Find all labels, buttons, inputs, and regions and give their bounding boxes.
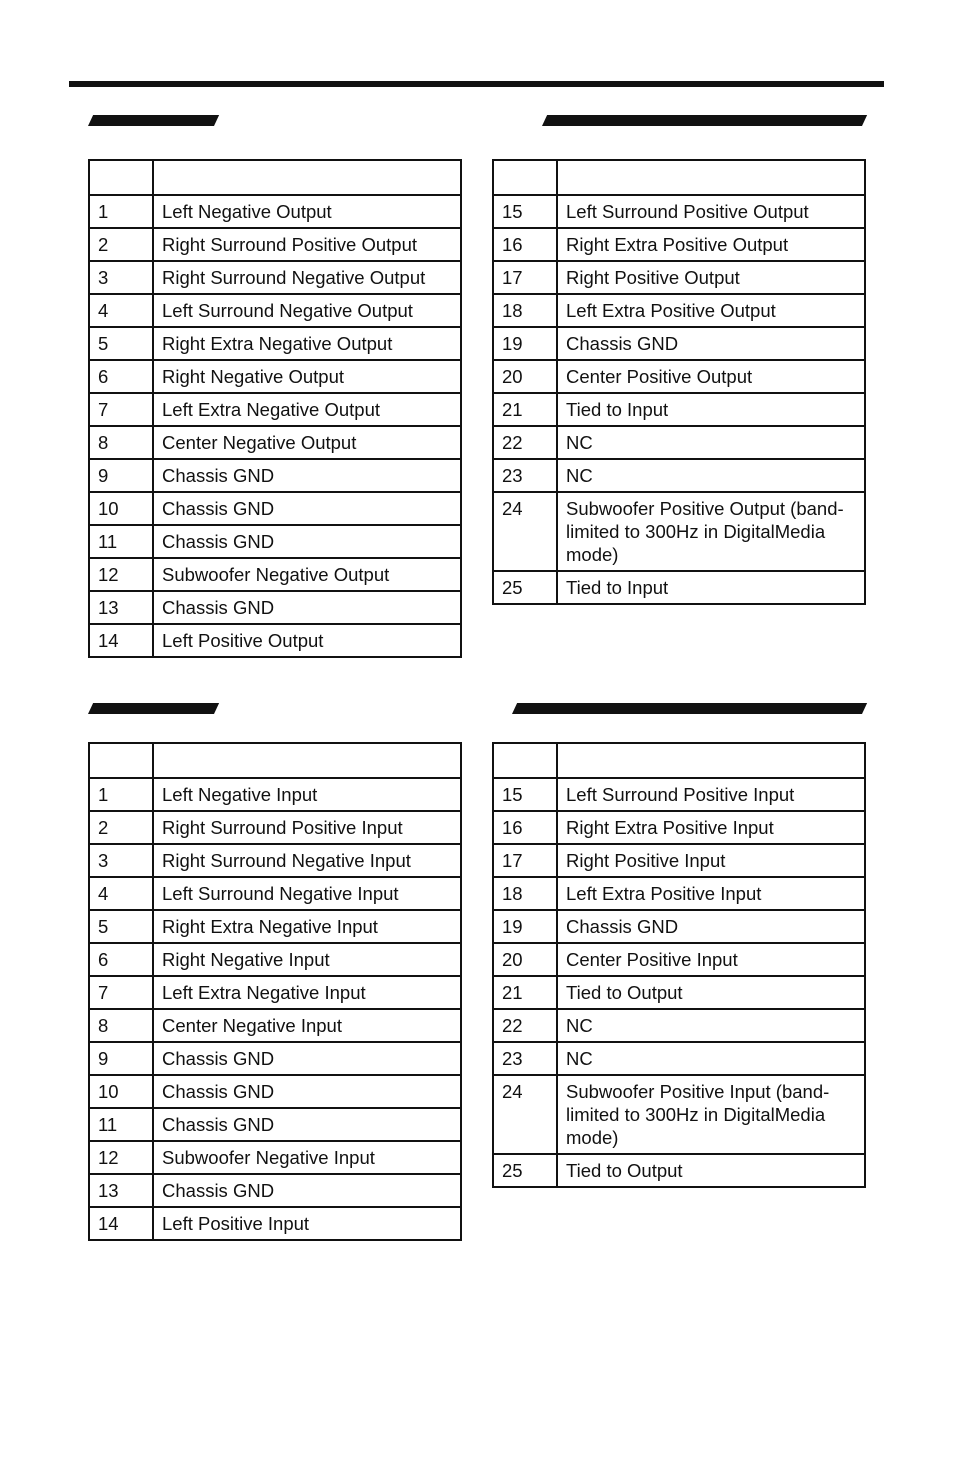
header-cell-pin: [89, 743, 153, 778]
pin-function: Subwoofer Negative Input: [153, 1141, 461, 1174]
pin-number: 12: [89, 1141, 153, 1174]
pin-number: 19: [493, 910, 557, 943]
pin-number: 1: [89, 195, 153, 228]
pin-number: 18: [493, 877, 557, 910]
output-pin-table-right: [492, 159, 866, 605]
pin-number: 10: [89, 1075, 153, 1108]
pin-function: NC: [557, 426, 865, 459]
header-cell-function: [557, 160, 865, 195]
table-row: [493, 1009, 865, 1042]
pin-function: Left Surround Positive Output: [557, 195, 865, 228]
table-row: [89, 393, 461, 426]
top-rule: [69, 81, 884, 87]
pin-number: 4: [89, 877, 153, 910]
pin-function: Tied to Input: [557, 571, 865, 604]
pin-number: 5: [89, 327, 153, 360]
pin-number: 22: [493, 426, 557, 459]
pin-function: Tied to Output: [557, 1154, 865, 1187]
pin-function: Subwoofer Positive Input (band-limited to 300Hz in DigitalMedia mode): [557, 1075, 865, 1154]
pin-number: 19: [493, 327, 557, 360]
table-row: [89, 976, 461, 1009]
pin-number: 1: [89, 778, 153, 811]
section-banner-output-right: [542, 115, 867, 126]
pin-function: Right Positive Output: [557, 261, 865, 294]
input-pin-table-right: [492, 742, 866, 1188]
pin-function: Left Negative Output: [153, 195, 461, 228]
pin-function: Center Positive Input: [557, 943, 865, 976]
table-row: [493, 228, 865, 261]
table-row: [89, 811, 461, 844]
pin-function: Subwoofer Positive Output (band-limited to 300Hz in DigitalMedia mode): [557, 492, 865, 571]
pin-number: 21: [493, 393, 557, 426]
pin-function: Right Negative Output: [153, 360, 461, 393]
pin-number: 20: [493, 360, 557, 393]
pin-function: Chassis GND: [153, 1174, 461, 1207]
table-row: [89, 426, 461, 459]
pin-function: Chassis GND: [557, 910, 865, 943]
table-row: [493, 327, 865, 360]
header-cell-function: [153, 160, 461, 195]
table-row: [493, 1075, 865, 1154]
table-row: [493, 261, 865, 294]
table-row: [493, 1042, 865, 1075]
pin-number: 14: [89, 624, 153, 657]
pin-number: 9: [89, 1042, 153, 1075]
pin-number: 15: [493, 195, 557, 228]
table-row: [89, 1207, 461, 1240]
pin-number: 3: [89, 261, 153, 294]
pin-function: Right Extra Negative Input: [153, 910, 461, 943]
table-row: [493, 426, 865, 459]
pin-number: 20: [493, 943, 557, 976]
pin-function: Chassis GND: [557, 327, 865, 360]
section-banner-output-left: [88, 115, 219, 126]
table-row: [493, 811, 865, 844]
pin-function: Tied to Input: [557, 393, 865, 426]
pin-number: 17: [493, 261, 557, 294]
pin-function: Chassis GND: [153, 492, 461, 525]
pin-function: Right Positive Input: [557, 844, 865, 877]
pin-function: Chassis GND: [153, 1108, 461, 1141]
pin-function: Chassis GND: [153, 1075, 461, 1108]
pin-function: Left Positive Input: [153, 1207, 461, 1240]
table-header-row: [89, 743, 461, 778]
pin-number: 8: [89, 426, 153, 459]
table-row: [89, 492, 461, 525]
pin-function: Right Surround Positive Output: [153, 228, 461, 261]
table-row: [89, 778, 461, 811]
pin-function: Left Positive Output: [153, 624, 461, 657]
table-header-row: [89, 160, 461, 195]
pin-function: Right Surround Negative Output: [153, 261, 461, 294]
pin-number: 7: [89, 976, 153, 1009]
pin-number: 13: [89, 1174, 153, 1207]
header-cell-function: [153, 743, 461, 778]
table-row: [89, 624, 461, 657]
input-pin-table-left: [88, 742, 462, 1241]
table-row: [493, 571, 865, 604]
table-row: [89, 294, 461, 327]
pin-function: Right Extra Positive Input: [557, 811, 865, 844]
pin-function: Right Surround Positive Input: [153, 811, 461, 844]
pin-function: Left Surround Negative Input: [153, 877, 461, 910]
table-header-row: [493, 743, 865, 778]
pin-function: Chassis GND: [153, 1042, 461, 1075]
pin-number: 6: [89, 360, 153, 393]
pin-number: 25: [493, 571, 557, 604]
table-row: [89, 1042, 461, 1075]
table-row: [89, 195, 461, 228]
header-cell-function: [557, 743, 865, 778]
output-pin-table-left: [88, 159, 462, 658]
table-row: [89, 525, 461, 558]
pin-function: NC: [557, 459, 865, 492]
pin-number: 25: [493, 1154, 557, 1187]
table-row: [493, 294, 865, 327]
pin-number: 18: [493, 294, 557, 327]
pin-number: 5: [89, 910, 153, 943]
pin-number: 8: [89, 1009, 153, 1042]
pin-number: 21: [493, 976, 557, 1009]
table-row: [89, 844, 461, 877]
pin-number: 23: [493, 459, 557, 492]
pin-number: 16: [493, 228, 557, 261]
pin-function: Center Negative Output: [153, 426, 461, 459]
pin-function: Left Extra Positive Input: [557, 877, 865, 910]
pin-function: Center Negative Input: [153, 1009, 461, 1042]
table-row: [89, 1174, 461, 1207]
table-row: [89, 1108, 461, 1141]
header-cell-pin: [493, 160, 557, 195]
pin-function: Right Extra Negative Output: [153, 327, 461, 360]
pin-function: Tied to Output: [557, 976, 865, 1009]
pin-function: Right Extra Positive Output: [557, 228, 865, 261]
pin-number: 12: [89, 558, 153, 591]
header-cell-pin: [89, 160, 153, 195]
pin-function: Left Extra Positive Output: [557, 294, 865, 327]
table-row: [89, 943, 461, 976]
table-row: [493, 976, 865, 1009]
pin-number: 2: [89, 228, 153, 261]
table-row: [89, 1141, 461, 1174]
pin-number: 14: [89, 1207, 153, 1240]
table-row: [493, 778, 865, 811]
table-row: [89, 459, 461, 492]
pin-number: 15: [493, 778, 557, 811]
pin-number: 7: [89, 393, 153, 426]
table-row: [89, 360, 461, 393]
pin-number: 11: [89, 1108, 153, 1141]
table-row: [493, 360, 865, 393]
table-row: [89, 1009, 461, 1042]
table-row: [89, 1075, 461, 1108]
table-row: [89, 910, 461, 943]
table-row: [89, 877, 461, 910]
header-cell-pin: [493, 743, 557, 778]
pin-number: 24: [493, 1075, 557, 1154]
table-row: [493, 195, 865, 228]
table-row: [493, 393, 865, 426]
pin-function: NC: [557, 1009, 865, 1042]
table-row: [89, 261, 461, 294]
table-row: [493, 877, 865, 910]
pin-number: 2: [89, 811, 153, 844]
pin-number: 23: [493, 1042, 557, 1075]
pin-function: Left Extra Negative Output: [153, 393, 461, 426]
pin-number: 22: [493, 1009, 557, 1042]
pin-number: 6: [89, 943, 153, 976]
table-row: [493, 459, 865, 492]
table-row: [89, 558, 461, 591]
pin-number: 3: [89, 844, 153, 877]
table-row: [493, 910, 865, 943]
table-row: [89, 591, 461, 624]
section-banner-input-left: [88, 703, 219, 714]
pin-function: Left Extra Negative Input: [153, 976, 461, 1009]
pin-number: 9: [89, 459, 153, 492]
pin-function: Left Negative Input: [153, 778, 461, 811]
pin-number: 4: [89, 294, 153, 327]
pin-number: 13: [89, 591, 153, 624]
pin-function: Left Surround Negative Output: [153, 294, 461, 327]
pin-number: 11: [89, 525, 153, 558]
pin-function: Chassis GND: [153, 525, 461, 558]
table-row: [493, 844, 865, 877]
pin-function: Left Surround Positive Input: [557, 778, 865, 811]
pin-number: 10: [89, 492, 153, 525]
table-row: [493, 943, 865, 976]
section-banner-input-right: [512, 703, 867, 714]
pin-number: 17: [493, 844, 557, 877]
pin-function: Right Negative Input: [153, 943, 461, 976]
pin-function: Center Positive Output: [557, 360, 865, 393]
table-row: [89, 228, 461, 261]
table-row: [89, 327, 461, 360]
pin-function: NC: [557, 1042, 865, 1075]
pin-number: 16: [493, 811, 557, 844]
pin-function: Right Surround Negative Input: [153, 844, 461, 877]
pin-number: 24: [493, 492, 557, 571]
table-row: [493, 1154, 865, 1187]
pin-function: Chassis GND: [153, 591, 461, 624]
table-header-row: [493, 160, 865, 195]
pin-function: Subwoofer Negative Output: [153, 558, 461, 591]
table-row: [493, 492, 865, 571]
pin-function: Chassis GND: [153, 459, 461, 492]
